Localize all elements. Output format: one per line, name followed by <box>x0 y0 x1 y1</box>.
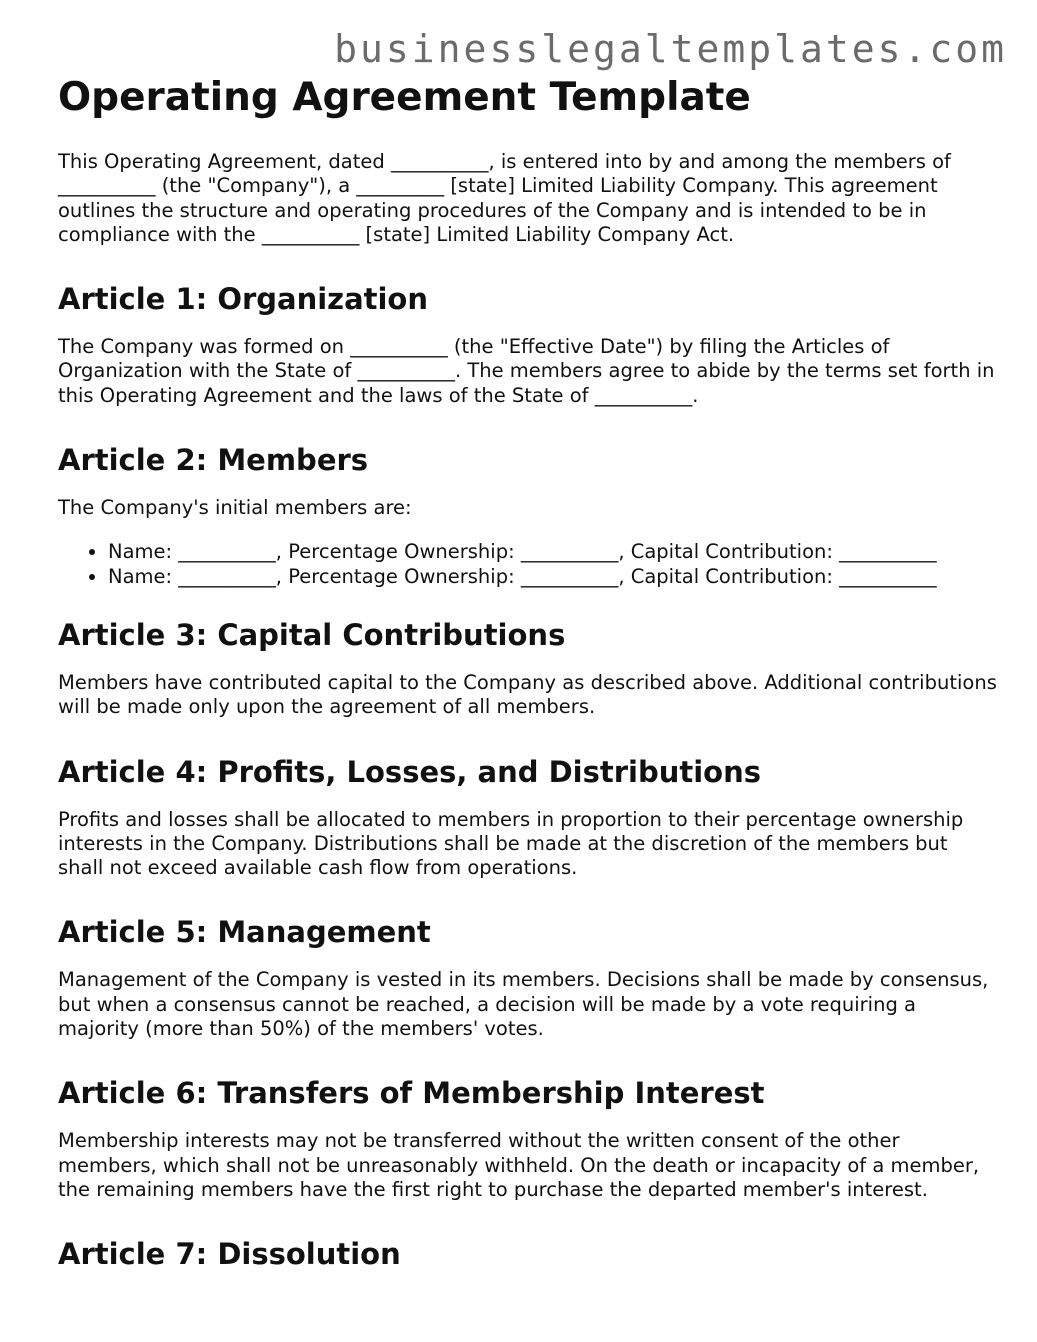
article-7 <box>58 1236 998 1272</box>
article-heading: Article 5: Management <box>58 915 431 950</box>
article-body: Management of the Company is vested in its members. Decisions shall be made by consensus, but when a consensus cannot be reached, a decision will be made by a vote requiring a majority (more than 50%) of the members' votes. <box>58 968 989 1041</box>
article-heading: Article 3: Capital Contributions <box>58 617 566 652</box>
member-list-item: • Name: __________, Percentage Ownership: __________, Capital Contribution: __________ <box>108 540 998 564</box>
article-body: Members have contributed capital to the Company as described above. Additional contributions will be made only upon the agreement of all members. <box>58 670 997 719</box>
article-heading: Article 4: Profits, Losses, and Distributions <box>58 754 761 789</box>
member-list-item: • Name: __________, Percentage Ownership: __________, Capital Contribution: __________ <box>108 565 998 589</box>
members-list <box>58 540 998 589</box>
article-body: The Company's initial members are: <box>58 496 412 520</box>
document-title: Operating Agreement Template <box>58 75 751 120</box>
article-body: Membership interests may not be transferred without the written consent of the other members, which shall not be unreasonably withheld. On the death or incapacity of a member, the remaining members have the first right to purchase the departed member's interest. <box>58 1129 980 1201</box>
article-6 <box>58 1075 998 1202</box>
intro-paragraph: This Operating Agreement, dated __________, is entered into by and among the members of __________ (the "Company"), a _________ [state] Limited Liability Company. This agreement outlines the structure and operating procedures of the Company and is intended to be in compliance with the __________ [state] Limited Liability Company Act. <box>58 150 951 246</box>
article-heading: Article 2: Members <box>58 443 369 478</box>
article-3 <box>58 617 998 720</box>
article-heading: Article 6: Transfers of Membership Interest <box>58 1076 765 1111</box>
article-5 <box>58 914 998 1041</box>
article-body: The Company was formed on __________ (the "Effective Date") by filing the Articles of Organization with the State of __________. The members agree to abide by the terms set forth in this Operating Agreement and the laws of the State of __________. <box>58 335 995 407</box>
watermark-text: businesslegaltemplates.com <box>334 27 1007 71</box>
article-2 <box>58 442 998 589</box>
article-heading: Article 7: Dissolution <box>58 1237 401 1272</box>
document-body <box>58 74 998 1290</box>
article-body: Profits and losses shall be allocated to members in proportion to their percentage ownership interests in the Company. Distributions shall be made at the discretion of the members but shall not exceed available cash flow from operations. <box>58 807 964 880</box>
article-4 <box>58 754 998 881</box>
article-heading: Article 1: Organization <box>58 282 429 317</box>
article-1 <box>58 281 998 408</box>
